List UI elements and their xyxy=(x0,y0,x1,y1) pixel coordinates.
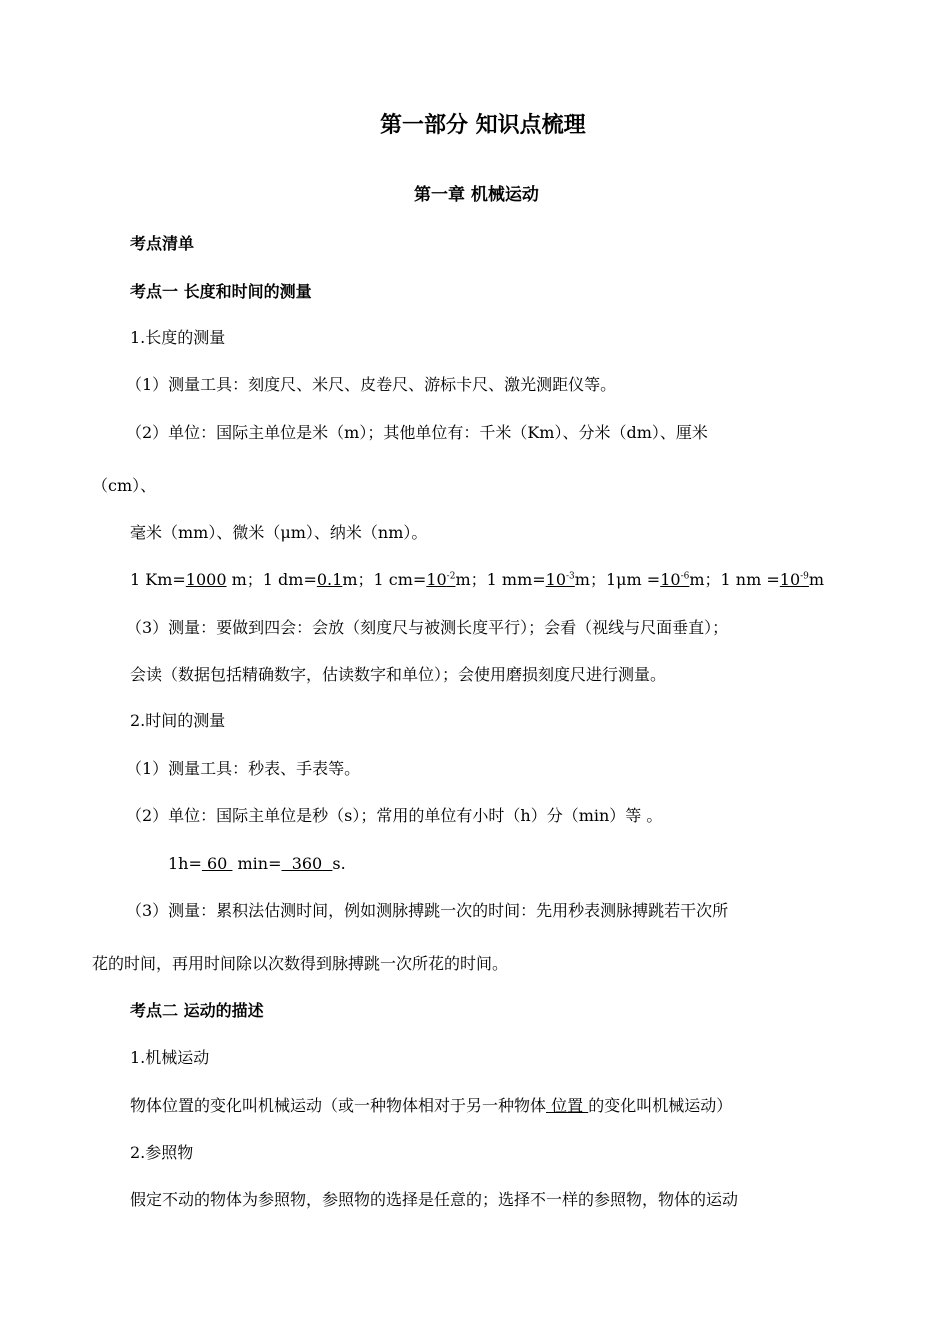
kp2-s2-title: 2.参照物 xyxy=(130,1143,194,1162)
kp1-s1-line4: 毫米（mm）、微米（μm）、纳米（nm）。 xyxy=(130,523,428,542)
conv-text: 1 Km= xyxy=(130,570,186,589)
kp2-heading: 考点二 运动的描述 xyxy=(130,1001,264,1020)
unit-conversion-line xyxy=(130,570,824,590)
time-text: s. xyxy=(332,854,346,873)
kp1-s2-line2: （2）单位：国际主单位是秒（s）；常用的单位有小时（h）分（min）等 。 xyxy=(126,806,663,825)
conv-exponent: -6 xyxy=(680,571,690,582)
kp2-blank-position: 位置 xyxy=(546,1096,589,1115)
conv-blank-km: 1000 xyxy=(185,570,227,589)
kp1-s2-line3: （3）测量：累积法估测时间，例如测脉搏跳一次的时间：先用秒表测脉搏跳若干次所 xyxy=(126,901,729,920)
time-blank-min: 60 xyxy=(201,854,233,873)
page-title: 第一部分 知识点梳理 xyxy=(380,113,586,138)
conv-blank-nm xyxy=(780,570,809,589)
conv-blank-cm xyxy=(426,570,455,589)
conv-text: m；1 mm= xyxy=(455,570,546,589)
kp1-s1-line1: （1）测量工具：刻度尺、米尺、皮卷尺、游标卡尺、激光测距仪等。 xyxy=(126,375,617,394)
kp1-s1-title: 1.长度的测量 xyxy=(130,328,226,347)
section-heading-list: 考点清单 xyxy=(130,234,195,253)
kp1-s2-line4: 花的时间，再用时间除以次数得到脉搏跳一次所花的时间。 xyxy=(92,954,509,973)
conv-exponent: -9 xyxy=(800,571,809,582)
time-conversion-line xyxy=(168,854,346,874)
kp1-s1-line2: （2）单位：国际主单位是米（m）；其他单位有：千米（Km）、分米（dm）、厘米 xyxy=(126,423,708,442)
conv-base: 10 xyxy=(545,570,567,589)
kp2-text: 的变化叫机械运动） xyxy=(588,1096,733,1115)
kp2-s1-line1 xyxy=(130,1096,732,1116)
conv-base: 10 xyxy=(426,570,447,589)
time-blank-s: 360 xyxy=(281,854,333,873)
conv-text: m；1 cm= xyxy=(342,570,427,589)
conv-blank-mm xyxy=(546,570,575,589)
conv-text: m；1 nm = xyxy=(689,570,780,589)
kp2-text: 物体位置的变化叫机械运动（或一种物体相对于另一种物体 xyxy=(130,1096,547,1115)
conv-exponent: -2 xyxy=(446,571,456,582)
conv-text: m xyxy=(808,570,825,589)
kp1-heading: 考点一 长度和时间的测量 xyxy=(130,282,312,301)
kp2-s2-line1: 假定不动的物体为参照物，参照物的选择是任意的；选择不一样的参照物，物体的运动 xyxy=(130,1190,739,1209)
kp1-s2-title: 2.时间的测量 xyxy=(130,711,226,730)
kp1-s1-line3: （cm）、 xyxy=(92,476,157,495)
conv-blank-dm: 0.1 xyxy=(316,570,343,589)
conv-text: m；1 dm= xyxy=(226,570,317,589)
time-text: 1h= xyxy=(168,854,202,873)
chapter-title: 第一章 机械运动 xyxy=(414,185,539,205)
kp1-s1-line5: （3）测量：要做到四会：会放（刻度尺与被测长度平行）；会看（视线与尺面垂直）； xyxy=(126,618,729,637)
conv-text: m；1μm = xyxy=(574,570,661,589)
conv-base: 10 xyxy=(779,570,801,589)
kp2-s1-title: 1.机械运动 xyxy=(130,1048,210,1067)
conv-blank-um xyxy=(660,570,689,589)
conv-exponent: -3 xyxy=(566,571,575,582)
time-text: min= xyxy=(232,854,282,873)
kp1-s1-line6: 会读（数据包括精确数字，估读数字和单位）；会使用磨损刻度尺进行测量。 xyxy=(130,665,667,684)
kp1-s2-line1: （1）测量工具：秒表、手表等。 xyxy=(126,759,361,778)
conv-base: 10 xyxy=(660,570,681,589)
